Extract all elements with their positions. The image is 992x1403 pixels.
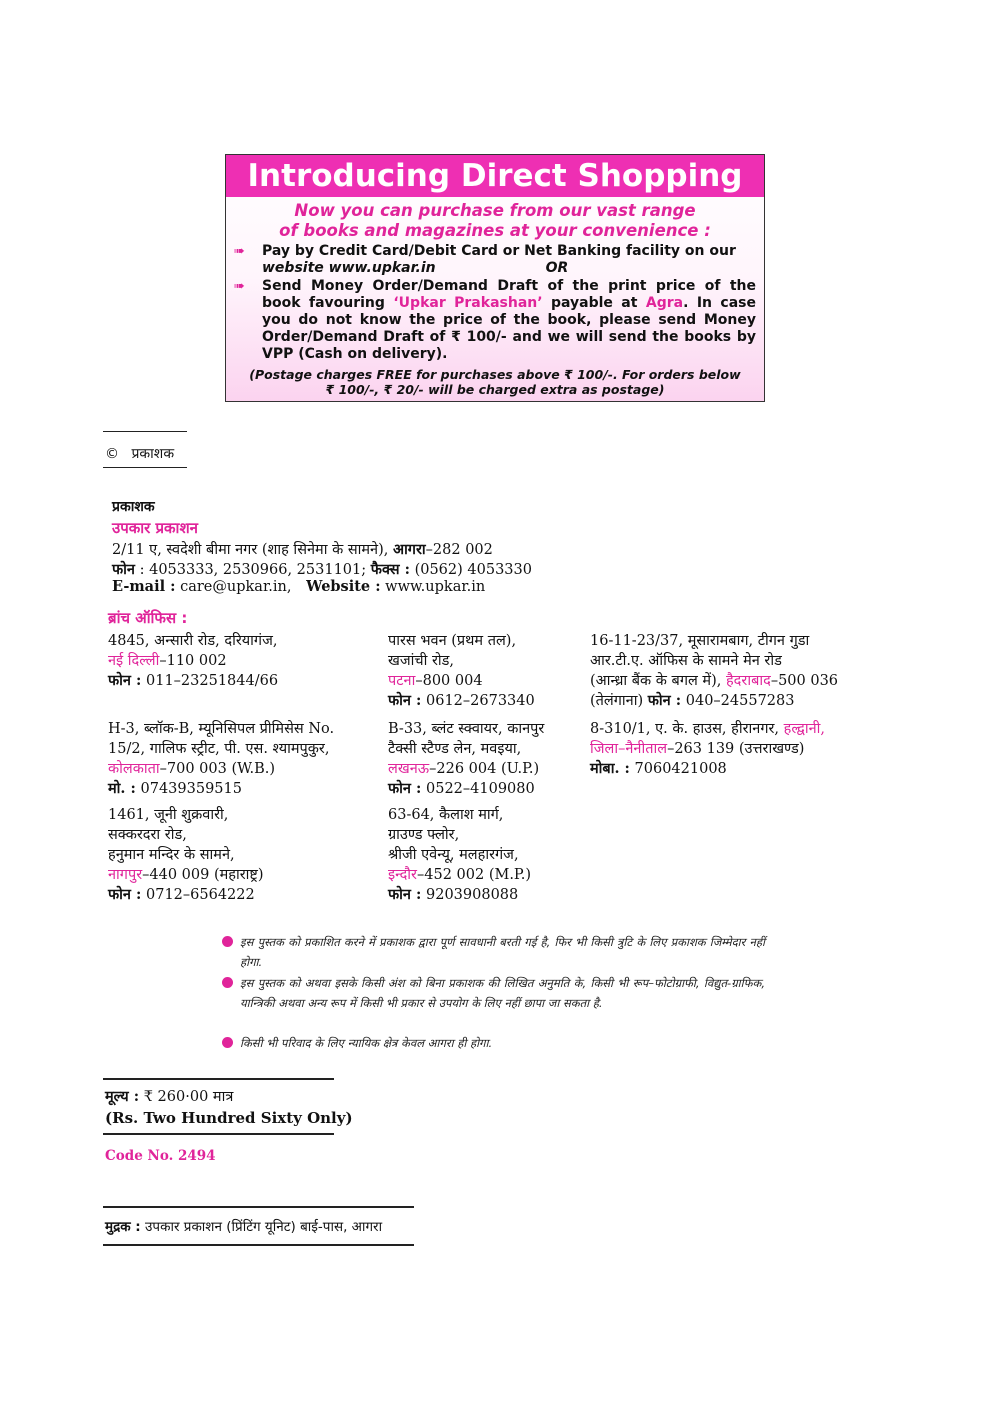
branch-heading: ब्रांच ऑफिस :: [108, 609, 188, 627]
branch-nagpur-phone: 0712–6564222: [146, 887, 255, 903]
branch-nagpur-line-3: हनुमान मन्दिर के सामने,: [108, 847, 235, 863]
branch-nagpur-city-line: [108, 865, 264, 885]
branch-indore-city-line: [388, 865, 531, 885]
branch-delhi: [108, 631, 278, 691]
branch-kolkata-city-line: [108, 759, 334, 779]
branch-lucknow-phone-line: [388, 779, 544, 799]
ad-postage-note: [226, 367, 764, 397]
ad-heading: Introducing Direct Shopping: [226, 155, 764, 197]
bullet-dot-icon: [222, 936, 233, 947]
branch-nagpur-city: नागपुर: [108, 867, 143, 883]
publisher-fax: (0562) 4053330: [414, 562, 532, 578]
branch-hyderabad-state: (तेलंगाना): [590, 693, 644, 709]
disclaimer-1: [240, 932, 765, 972]
publisher-phone: : 4053333, 2530966, 2531101;: [139, 562, 367, 578]
code-number: Code No. 2494: [105, 1148, 216, 1164]
branch-delhi-phone-line: [108, 671, 278, 691]
branch-haldwani-district: जिला–नैनीताल: [590, 741, 668, 757]
phone-label: फोन :: [108, 672, 142, 689]
publisher-city: आगरा: [392, 541, 426, 558]
branch-hyderabad-landmark: (आन्ध्रा बैंक के बगल में),: [590, 673, 722, 689]
branch-nagpur: [108, 805, 264, 905]
branch-indore-city: इन्दौर: [388, 867, 417, 883]
bullet-dot-icon: [222, 977, 233, 988]
arrow-right-icon: ➠: [234, 279, 245, 294]
branch-lucknow-phone: 0522–4109080: [426, 781, 535, 797]
branch-kolkata-phone-line: [108, 779, 334, 799]
branch-patna-city: पटना: [388, 673, 416, 689]
branch-hyderabad-line-2: आर.टी.ए. ऑफिस के सामने मेन रोड: [590, 653, 782, 669]
disclaimer-2-text: इस पुस्तक को अथवा इसके किसी अंश को बिना प्रकाशक की लिखित अनुमति के, किसी भी रूप–फोटोग्राफी, विद्युत-ग्राफिक, यान्त्रिकी अथवा अन्य रूप में किसी भी प्रकार से उपयोग के लिए नहीं छापा जा सकता है.: [240, 976, 765, 1010]
branch-haldwani-street: 8-310/1, ए. के. हाउस, हीरानगर,: [590, 721, 780, 737]
branch-lucknow-city-line: [388, 759, 544, 779]
branch-hyderabad: [590, 631, 838, 711]
ad-subheading-line-1: Now you can purchase from our vast range: [294, 201, 696, 220]
branch-patna-city-line: [388, 671, 535, 691]
publisher-label: प्रकाशक: [112, 499, 155, 515]
branch-indore-line-3: श्रीजी एवेन्यू, मलहारगंज,: [388, 847, 519, 863]
branch-hyderabad-phone: 040–24557283: [685, 693, 795, 709]
ad-bullet-1-line-2: [262, 260, 756, 277]
printer-bottom-rule: [103, 1244, 414, 1246]
branch-delhi-city: नई दिल्ली: [108, 653, 160, 669]
branch-patna-line-2: खजांची रोड,: [388, 653, 454, 669]
branch-haldwani-line-2: [590, 739, 825, 759]
branch-indore-phone-line: [388, 885, 531, 905]
price-line: [105, 1087, 233, 1107]
branch-lucknow-line-2: टैक्सी स्टैण्ड लेन, मवइया,: [388, 741, 522, 757]
copyright-symbol: ©: [105, 446, 119, 462]
ad-or: OR: [545, 260, 569, 276]
phone-label: फोन :: [388, 886, 422, 903]
publisher-contact: [112, 577, 485, 597]
branch-nagpur-line-1: 1461, जूनी शुक्रवारी,: [108, 807, 229, 823]
branch-indore-line-1: 63-64, कैलाश मार्ग,: [388, 807, 504, 823]
price-label: मूल्य :: [105, 1088, 140, 1105]
ad-bullet-2-text-3: . In case you do not know the price of the book, please send Money Order/Demand Draft of ₹ 100/- and we will send the books by VPP (Cash on delivery).: [262, 295, 756, 362]
phone-label: फोन :: [647, 692, 682, 709]
mobile-label: मोबा. :: [590, 760, 630, 777]
branch-hyderabad-line-3: [590, 671, 838, 691]
fax-label: फैक्स :: [370, 561, 410, 578]
branch-kolkata: [108, 719, 334, 799]
ad-bullet-2: [226, 278, 764, 363]
branch-patna: [388, 631, 535, 711]
branch-patna-phone-line: [388, 691, 535, 711]
disclaimer-1-text: इस पुस्तक को प्रकाशित करने में प्रकाशक द्वारा पूर्ण सावधानी बरती गई है, फिर भी किसी त्रुटि के लिए प्रकाशक जिम्मेदार नहीं होगा.: [240, 935, 765, 969]
publisher-website[interactable]: www.upkar.in: [385, 579, 486, 595]
printer-line: [105, 1217, 382, 1235]
publisher-address: [112, 540, 493, 560]
publisher-pin: –282 002: [425, 542, 493, 558]
ad-bullet-1-line-1: Pay by Credit Card/Debit Card or Net Banking facility on our: [262, 243, 736, 259]
branch-patna-line-1: पारस भवन (प्रथम तल),: [388, 633, 517, 649]
branch-kolkata-phone: 07439359515: [140, 781, 242, 797]
ad-subheading: [226, 201, 764, 241]
mobile-label: मो. :: [108, 780, 136, 797]
branch-haldwani-pin: –263 139: [667, 741, 735, 757]
branch-lucknow-line-1: B-33, ब्लंट स्क्वायर, कानपुर: [388, 721, 545, 737]
ad-bullet-2-text-2: payable at: [550, 295, 638, 311]
branch-delhi-phone: 011–23251844/66: [146, 673, 279, 689]
branch-haldwani-phone-line: [590, 759, 825, 779]
branch-indore-line-2: ग्राउण्ड फ्लोर,: [388, 827, 460, 843]
publisher-name: उपकार प्रकाशन: [112, 519, 198, 537]
printer-top-rule: [103, 1206, 414, 1208]
disclaimer-2: [240, 973, 765, 1013]
price-bottom-rule: [103, 1133, 334, 1135]
ad-note-line-2: ₹ 100/-, ₹ 20/- will be charged extra as postage): [325, 382, 665, 397]
disclaimer-3-text: किसी भी परिवाद के लिए न्यायिक क्षेत्र केवल आगरा ही होगा.: [240, 1036, 493, 1050]
branch-hyderabad-line-1: 16-11-23/37, मूसारामबाग, टीगन गुडा: [590, 633, 810, 649]
branch-hyderabad-city: हैदराबाद: [725, 673, 771, 689]
printer-text: उपकार प्रकाशन (प्रिंटिंग यूनिट) बाई-पास, आगरा: [145, 1219, 383, 1235]
branch-delhi-city-line: [108, 651, 278, 671]
branch-haldwani-line-1: [590, 719, 825, 739]
bullet-dot-icon: [222, 1037, 233, 1048]
publisher-street: 2/11 ए, स्वदेशी बीमा नगर (शाह सिनेमा के सामने),: [112, 542, 389, 558]
branch-delhi-pin: –110 002: [159, 653, 227, 669]
branch-hyderabad-line-4: [590, 691, 838, 711]
website-label: Website :: [306, 578, 381, 595]
branch-indore-pin: –452 002 (M.P.): [417, 867, 532, 883]
branch-delhi-line-1: 4845, अन्सारी रोड, दरियागंज,: [108, 633, 278, 649]
copyright-holder: प्रकाशक: [131, 446, 175, 462]
ad-bullet-1: [226, 243, 764, 277]
phone-label: फोन: [112, 561, 135, 578]
ad-subheading-line-2: of books and magazines at your convenience :: [279, 221, 711, 240]
phone-label: फोन :: [388, 692, 422, 709]
branch-haldwani-city: हल्द्वानी,: [783, 721, 826, 737]
branch-kolkata-line-1: H-3, ब्लॉक-B, म्यूनिसिपल प्रीमिसेस No.: [108, 721, 335, 737]
branch-nagpur-pin: –440 009 (महाराष्ट्र): [142, 867, 264, 883]
branch-lucknow-city: लखनऊ: [388, 761, 430, 777]
branch-haldwani-phone: 7060421008: [634, 761, 727, 777]
copyright-top-rule: [103, 431, 187, 432]
branch-nagpur-phone-line: [108, 885, 264, 905]
price-value: ₹ 260·00 मात्र: [143, 1089, 234, 1105]
printer-label: मुद्रक :: [105, 1219, 141, 1235]
branch-hyderabad-pin: –500 036: [770, 673, 839, 689]
branch-lucknow-pin: –226 004 (U.P.): [429, 761, 540, 777]
direct-shopping-ad: [225, 154, 765, 402]
branch-nagpur-line-2: सक्करदरा रोड,: [108, 827, 187, 843]
branch-haldwani: [590, 719, 825, 779]
price-top-rule: [103, 1078, 334, 1080]
ad-bullet-2-city: Agra: [645, 295, 684, 311]
ad-website[interactable]: website www.upkar.in: [262, 260, 436, 276]
arrow-right-icon: ➠: [234, 244, 245, 259]
phone-label: फोन :: [388, 780, 422, 797]
copyright-line: [105, 444, 174, 463]
branch-kolkata-pin: –700 003 (W.B.): [159, 761, 276, 777]
branch-kolkata-line-2: 15/2, गालिफ स्ट्रीट, पी. एस. श्यामपुकुर,: [108, 741, 330, 757]
ad-bullet-2-text-1: Send Money Order/Demand Draft of the print price of the book favouring: [262, 278, 756, 311]
branch-lucknow: [388, 719, 544, 799]
branch-patna-phone: 0612–2673340: [426, 693, 535, 709]
price-words: (Rs. Two Hundred Sixty Only): [105, 1109, 353, 1127]
email-label: E-mail :: [112, 578, 176, 595]
ad-note-line-1: (Postage charges FREE for purchases above ₹ 100/-. For orders below: [249, 367, 741, 382]
branch-patna-pin: –800 004: [415, 673, 483, 689]
ad-bullet-2-name: ‘Upkar Prakashan’: [393, 295, 543, 311]
phone-label: फोन :: [108, 886, 142, 903]
branch-kolkata-city: कोलकाता: [108, 761, 160, 777]
disclaimer-3: [240, 1033, 765, 1053]
branch-indore-phone: 9203908088: [426, 887, 519, 903]
publisher-email[interactable]: care@upkar.in,: [180, 579, 292, 595]
copyright-bottom-rule: [103, 467, 187, 468]
branch-haldwani-state: (उत्तराखण्ड): [738, 741, 805, 757]
branch-indore: [388, 805, 531, 905]
